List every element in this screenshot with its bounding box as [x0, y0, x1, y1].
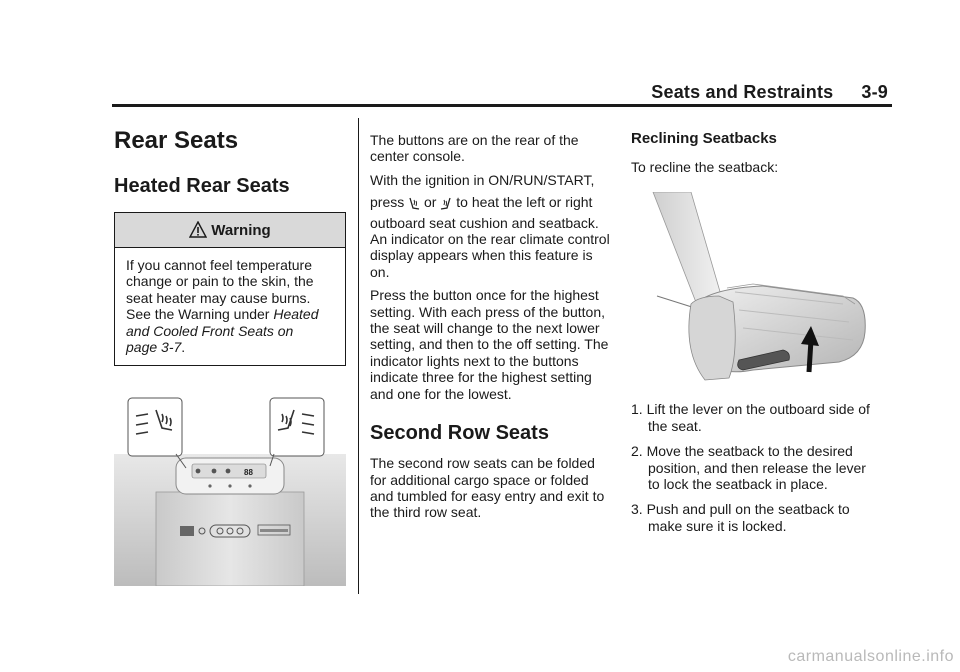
- heated-rear-seats-heading: Heated Rear Seats: [114, 175, 290, 197]
- second-row-seats-heading: Second Row Seats: [370, 422, 549, 445]
- cross-reference-link-2[interactable]: and Cooled Front Seats on: [126, 322, 294, 339]
- warning-line-2: change or pain to the skin, the: [126, 273, 314, 290]
- warning-icon: [189, 221, 207, 239]
- rear-console-illustration: [114, 392, 346, 586]
- right-seat-heater-inline-icon: [440, 197, 452, 211]
- right-seat-button-callout: [270, 398, 324, 456]
- page-number: 3-9: [861, 82, 888, 102]
- paragraph-second-row: The second row seats can be folded for additional cargo space or folded and tumbled for easy entry and exit to the third row seat.: [370, 455, 605, 521]
- header-rule: [112, 104, 892, 107]
- running-head: [651, 82, 888, 103]
- left-seat-button-callout: [128, 398, 182, 456]
- seat-recline-illustration: [643, 192, 871, 384]
- warning-line-1: If you cannot feel temperature: [126, 257, 312, 273]
- left-seat-heater-inline-icon: [408, 197, 420, 211]
- press-text: press: [370, 194, 409, 211]
- warning-line-4: See the Warning under: [126, 306, 274, 323]
- section-title: Seats and Restraints: [651, 82, 834, 102]
- ignition-line: With the ignition in ON/RUN/START,: [370, 171, 595, 188]
- paragraph-settings: Press the button once for the highest setting. With each press of the button, the seat will change to the next lower setting, and then to the off setting. The indicator lights next to the buttons indicate three for the highest setting and one for the lowest.: [370, 287, 609, 402]
- recline-step-3: 3. Push and pull on the seatback to make sure it is locked.: [631, 501, 850, 534]
- column-divider: [358, 118, 359, 594]
- heat-text: to heat the left or right: [452, 194, 593, 211]
- warning-body: [115, 248, 345, 365]
- paragraph-ignition: [370, 172, 610, 280]
- cross-reference-page[interactable]: page 3-7: [126, 339, 182, 356]
- reclining-seatbacks-heading: Reclining Seatbacks: [631, 130, 777, 147]
- page-title: Rear Seats: [114, 127, 239, 154]
- recline-intro: To recline the seatback:: [631, 159, 779, 175]
- paragraph-buttons-location: The buttons are on the rear of the center console.: [370, 132, 579, 165]
- warning-period: .: [181, 339, 186, 356]
- recline-step-1: 1. Lift the lever on the outboard side of the seat.: [631, 401, 870, 434]
- panel-display-digits: 88: [244, 468, 253, 478]
- column-2: [370, 118, 610, 528]
- watermark: carmanualsonline.info: [787, 648, 954, 665]
- warning-text: [126, 257, 335, 355]
- recline-step-2: 2. Move the seatback to the desired position, and then release the lever to lock the seatback in place.: [631, 443, 866, 493]
- warning-header: [115, 213, 345, 248]
- warning-label: Warning: [211, 221, 271, 239]
- or-text: or: [420, 194, 441, 211]
- column-1: [114, 118, 346, 591]
- indicator-text: outboard seat cushion and seatback. An indicator on the rear climate control display appears when this feature is on.: [370, 214, 610, 280]
- warning-line-3: seat heater may cause burns.: [126, 289, 311, 306]
- cross-reference-link[interactable]: Heated: [273, 306, 319, 323]
- recline-steps: [631, 401, 871, 534]
- column-3: [631, 118, 871, 543]
- warning-box: [114, 212, 346, 366]
